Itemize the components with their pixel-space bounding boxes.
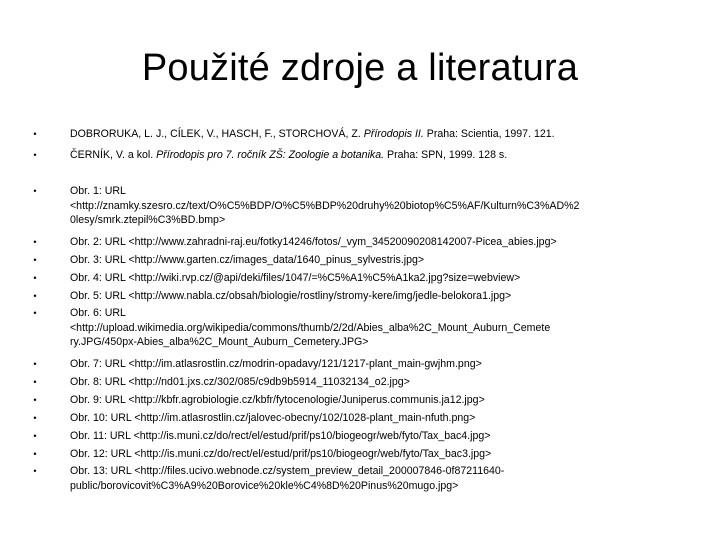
book-reference — [70, 148, 708, 163]
reference-line: Obr. 1: URL — [70, 185, 126, 197]
reference-line: ry.JPG/450px-Abies_alba%2C_Mount_Auburn_Cemetery.JPG> — [70, 336, 369, 349]
image-reference — [70, 464, 708, 493]
image-reference — [70, 289, 708, 304]
image-reference — [70, 411, 708, 426]
image-reference — [70, 306, 708, 350]
book-author: DOBRORUKA, L. J., CÍLEK, V., HASCH, F., STORCHOVÁ, Z. — [70, 128, 361, 140]
slide-title: Použité zdroje a literatura — [141, 47, 579, 89]
bullet-icon: • — [33, 359, 37, 369]
image-reference — [70, 271, 708, 286]
reference-line: Obr. 4: URL <http://wiki.rvp.cz/@api/deki/files/1047/=%C5%A1%C5%A1ka2.jpg?size=webview> — [70, 272, 521, 284]
bullet-icon: • — [33, 308, 37, 318]
reference-line: Obr. 13: URL <http://files.ucivo.webnode.cz/system_preview_detail_200007846-0f87211640- — [70, 465, 505, 477]
bullet-icon: • — [33, 129, 37, 139]
image-reference — [70, 375, 708, 390]
bullet-icon: • — [33, 291, 37, 301]
bullet-icon: • — [33, 237, 37, 247]
image-reference — [70, 393, 708, 408]
reference-line: <http://znamky.szesro.cz/text/O%C5%BDP/O%C5%BDP%20druhy%20biotop%C5%AF/Kulturn%C3%AD%2 — [70, 199, 580, 212]
image-reference — [70, 357, 708, 372]
image-reference — [70, 253, 708, 268]
bullet-icon: • — [33, 431, 37, 441]
bullet-icon: • — [33, 186, 37, 196]
reference-line: Obr. 3: URL <http://www.garten.cz/images_data/1640_pinus_sylvestris.jpg> — [70, 254, 425, 266]
bullet-icon: • — [33, 395, 37, 405]
reference-line: Obr. 5: URL <http://www.nabla.cz/obsah/biologie/rostliny/stromy-kere/img/jedle-belokora1.jpg> — [70, 290, 512, 302]
reference-line: Obr. 12: URL <http://is.muni.cz/do/rect/el/estud/prif/ps10/biogeogr/web/fyto/Tax_bac3.jpg> — [70, 448, 492, 460]
reference-line: Obr. 8: URL <http://nd01.jxs.cz/302/085/c9db9b5914_11032134_o2.jpg> — [70, 376, 410, 388]
reference-line: Obr. 10: URL <http://im.atlasrostlin.cz/jalovec-obecny/102/1028-plant_main-nfuth.png> — [70, 412, 476, 424]
book-author: ČERNÍK, V. a kol. — [70, 149, 154, 161]
bullet-icon: • — [33, 377, 37, 387]
reference-line: 0lesy/smrk.ztepil%C3%BD.bmp> — [70, 214, 226, 227]
bullet-icon: • — [33, 273, 37, 283]
reference-line: <http://upload.wikimedia.org/wikipedia/commons/thumb/2/2d/Abies_alba%2C_Mount_Auburn_Cemete — [70, 321, 551, 334]
reference-line: Obr. 6: URL — [70, 307, 126, 319]
reference-line: public/borovicovit%C3%A9%20Borovice%20kle%C4%8D%20Pinus%20mugo.jpg> — [70, 479, 459, 492]
image-reference — [70, 235, 708, 250]
book-title: Přírodopis pro 7. ročník ZŠ: Zoologie a botanika. — [156, 149, 385, 161]
reference-line: Obr. 11: URL <http://is.muni.cz/do/rect/el/estud/prif/ps10/biogeogr/web/fyto/Tax_bac4.jpg> — [70, 430, 491, 442]
image-reference — [70, 184, 708, 228]
book-publisher: Praha: SPN, 1999. 128 s. — [387, 149, 508, 161]
image-reference — [70, 429, 708, 444]
bullet-icon: • — [33, 466, 37, 476]
image-reference — [70, 447, 708, 462]
reference-line: Obr. 2: URL <http://www.zahradni-raj.eu/fotky14246/fotos/_vym_34520090208142007-Picea_abies.jpg> — [70, 236, 557, 248]
book-reference — [70, 127, 708, 142]
bullet-icon: • — [33, 255, 37, 265]
book-publisher: Praha: Scientia, 1997. 121. — [426, 128, 555, 140]
bullet-icon: • — [33, 449, 37, 459]
bullet-icon: • — [33, 150, 37, 160]
reference-line: Obr. 9: URL <http://kbfr.agrobiologie.cz/kbfr/fytocenologie/Juniperus.communis.ja12.jpg> — [70, 394, 485, 406]
reference-line: Obr. 7: URL <http://im.atlasrostlin.cz/modrin-opadavy/121/1217-plant_main-gwjhm.png> — [70, 358, 482, 370]
book-title: Přírodopis II. — [363, 128, 424, 140]
bullet-icon: • — [33, 413, 37, 423]
